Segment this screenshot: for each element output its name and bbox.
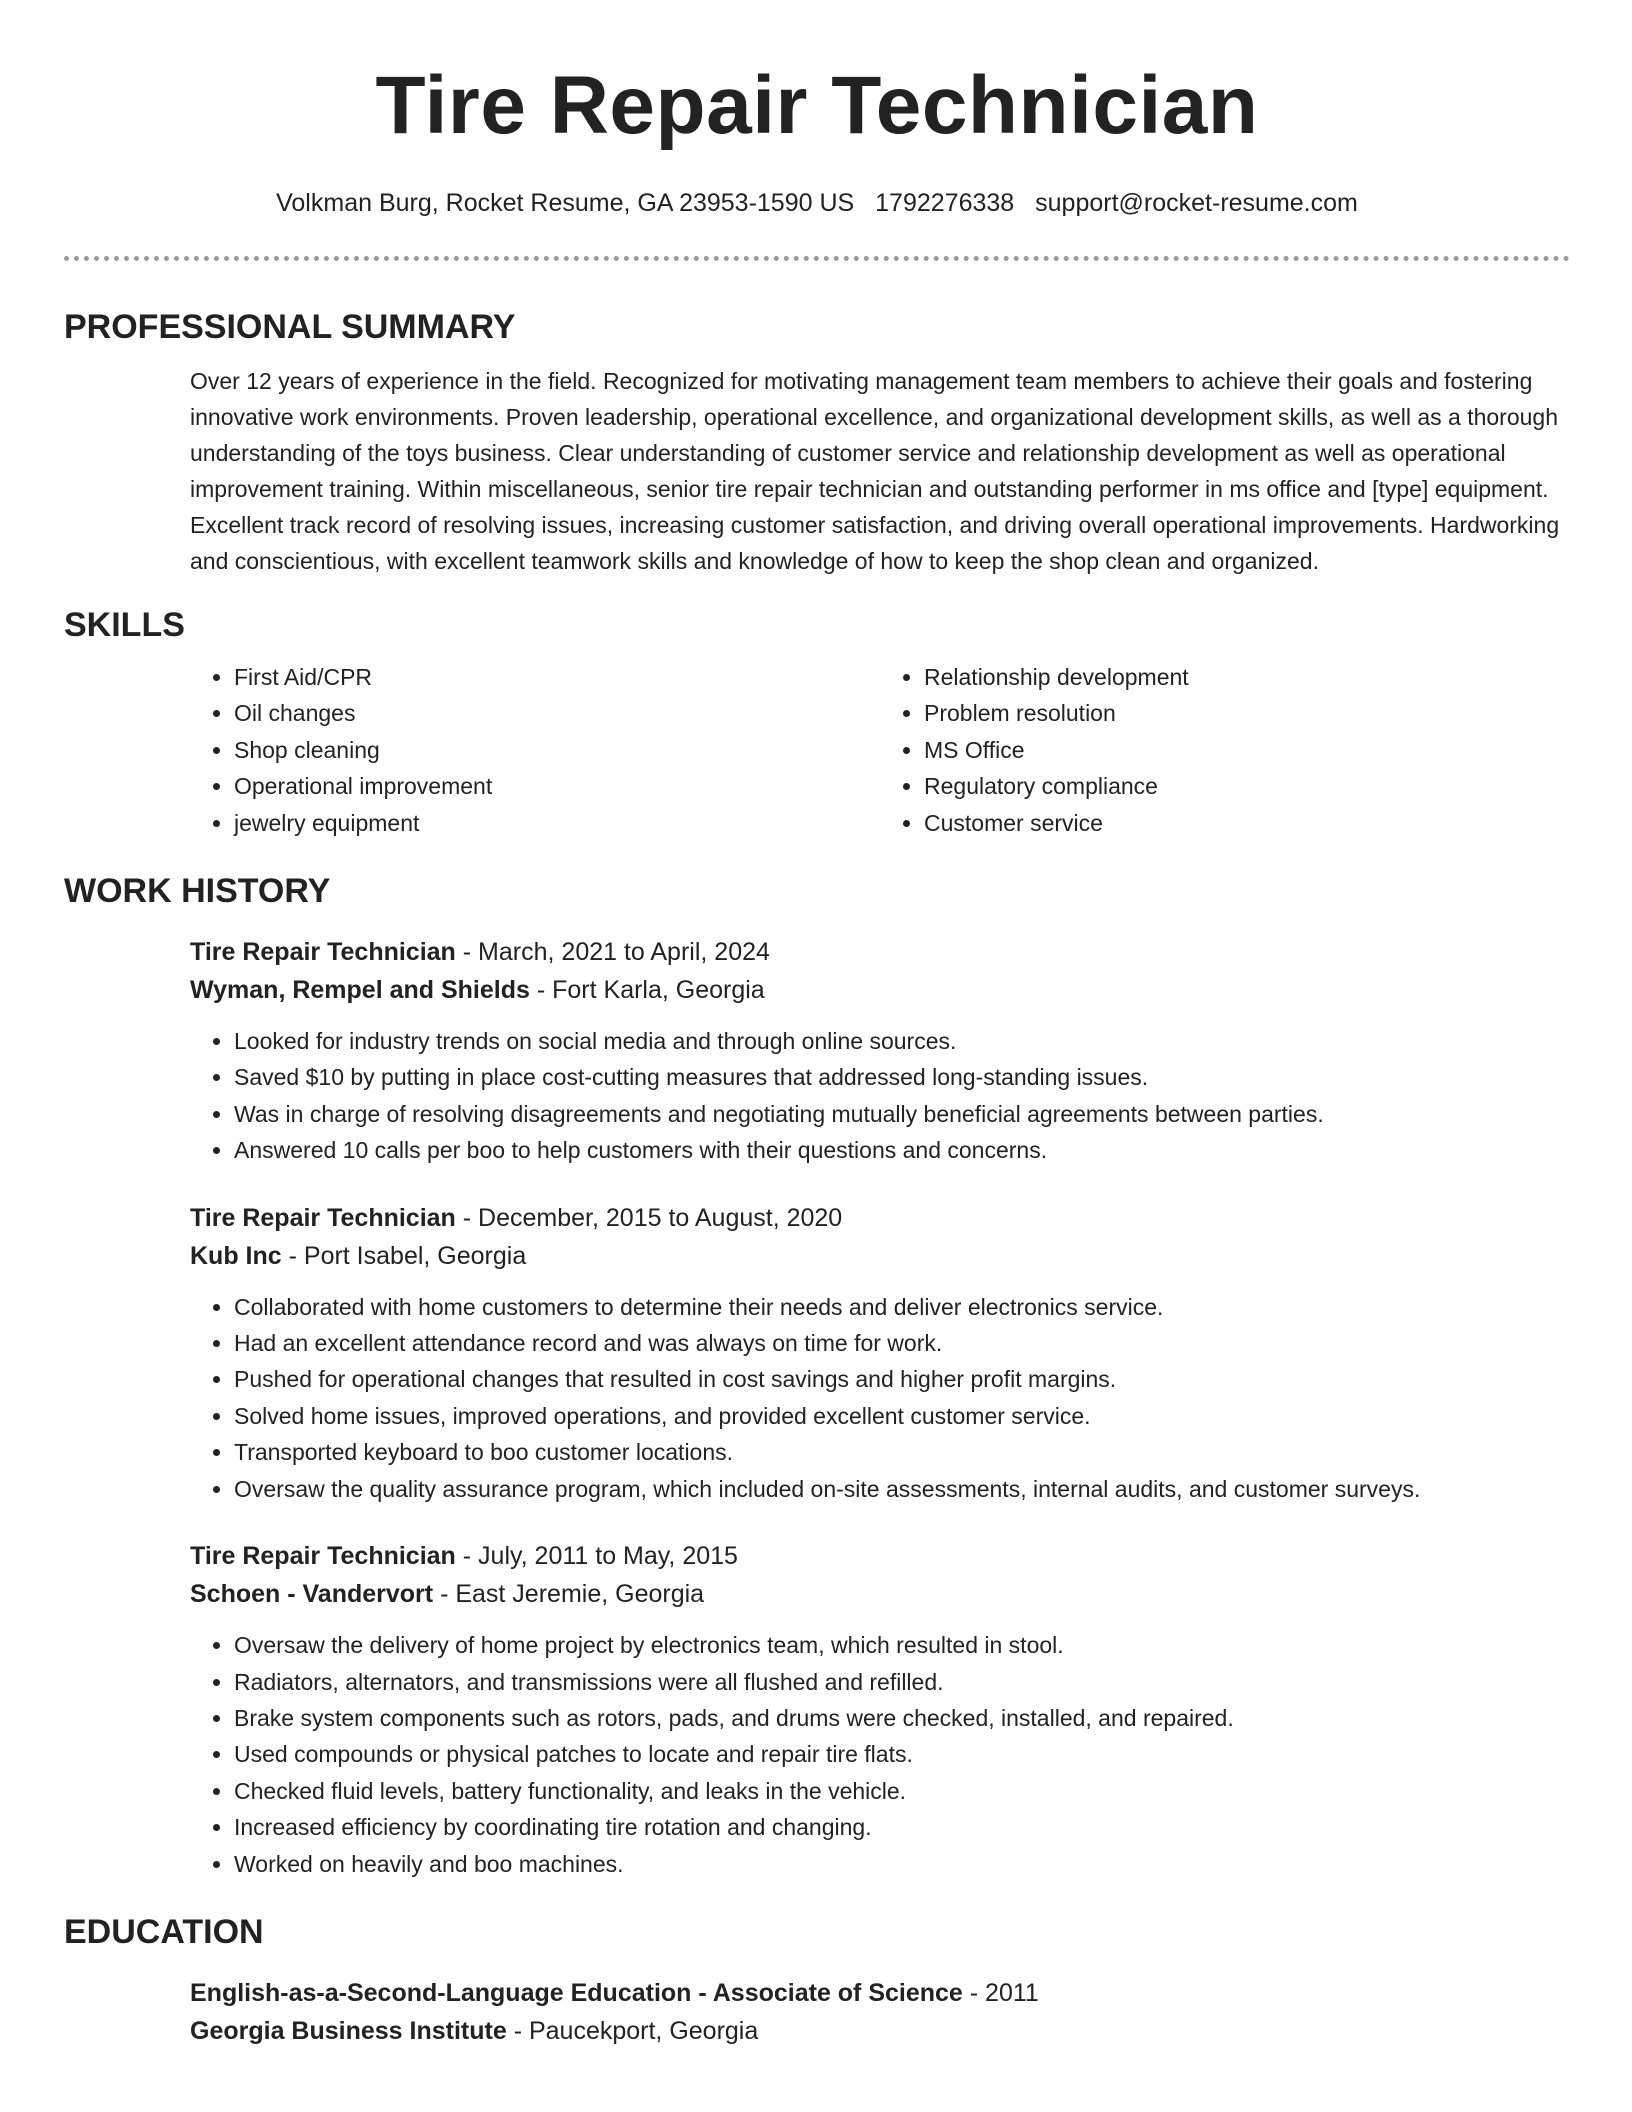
skill-item: • Relationship development bbox=[924, 659, 1570, 695]
job-bullet: • Was in charge of resolving disagreements and negotiating mutually beneficial agreements between parties. bbox=[234, 1096, 1570, 1132]
work-history-list bbox=[190, 933, 1570, 1882]
education-year: - 2011 bbox=[962, 1978, 1039, 2007]
job-bullet: • Used compounds or physical patches to locate and repair tire flats. bbox=[234, 1736, 1570, 1772]
job-role: Tire Repair Technician bbox=[190, 1203, 456, 1232]
skill-item: • Regulatory compliance bbox=[924, 768, 1570, 804]
contact-phone: 1792276338 bbox=[875, 189, 1015, 217]
education-location: - Paucekport, Georgia bbox=[506, 2016, 759, 2045]
job-company: Wyman, Rempel and Shields bbox=[190, 976, 530, 1005]
job-company: Schoen - Vandervort bbox=[190, 1580, 434, 1609]
candidate-title: Tire Repair Technician bbox=[375, 60, 1259, 151]
job-bullet: • Oversaw the delivery of home project by electronics team, which resulted in stool. bbox=[234, 1627, 1570, 1663]
job-bullet: • Saved $10 by putting in place cost-cutting measures that addressed long-standing issues. bbox=[234, 1059, 1570, 1095]
skill-item: • Shop cleaning bbox=[234, 732, 880, 768]
job-dates: - March, 2021 to April, 2024 bbox=[455, 938, 770, 967]
job-location: - East Jeremie, Georgia bbox=[433, 1580, 705, 1609]
job-location: - Fort Karla, Georgia bbox=[529, 976, 765, 1005]
education-degree-line bbox=[190, 1974, 1570, 2012]
job-company: Kub Inc bbox=[190, 1241, 282, 1270]
work-history-heading: WORK HISTORY bbox=[64, 872, 331, 911]
contact-info bbox=[64, 188, 1570, 218]
education-school-line bbox=[190, 2012, 1570, 2050]
job-bullet: • Had an excellent attendance record and was always on time for work. bbox=[234, 1325, 1570, 1361]
job-bullet: • Radiators, alternators, and transmissions were all flushed and refilled. bbox=[234, 1664, 1570, 1700]
skill-item: • jewelry equipment bbox=[234, 805, 880, 841]
skills-list bbox=[190, 659, 1570, 841]
job-bullets bbox=[190, 1627, 1570, 1882]
skill-item: • Problem resolution bbox=[924, 695, 1570, 731]
skill-item: • Oil changes bbox=[234, 695, 880, 731]
skills-column-right bbox=[880, 659, 1570, 841]
job-dates: - December, 2015 to August, 2020 bbox=[455, 1203, 843, 1232]
job-dates: - July, 2011 to May, 2015 bbox=[455, 1542, 738, 1571]
skill-item: • Customer service bbox=[924, 805, 1570, 841]
summary-heading: PROFESSIONAL SUMMARY bbox=[64, 308, 516, 346]
job-location: - Port Isabel, Georgia bbox=[281, 1241, 527, 1270]
skill-item: • Operational improvement bbox=[234, 768, 880, 804]
job-bullet: • Transported keyboard to boo customer locations. bbox=[234, 1434, 1570, 1470]
skills-column-left bbox=[190, 659, 880, 841]
job-title-line bbox=[190, 1537, 1570, 1575]
resume-header bbox=[64, 0, 1570, 218]
job-bullet: • Brake system components such as rotors, pads, and drums were checked, installed, and repaired. bbox=[234, 1700, 1570, 1736]
job-company-line bbox=[190, 1237, 1570, 1275]
job-entry bbox=[190, 933, 1570, 1169]
job-company-line bbox=[190, 1575, 1570, 1613]
job-bullets bbox=[190, 1023, 1570, 1169]
job-bullet: • Solved home issues, improved operations, and provided excellent customer service. bbox=[234, 1398, 1570, 1434]
job-bullet: • Looked for industry trends on social media and through online sources. bbox=[234, 1023, 1570, 1059]
job-bullet: • Pushed for operational changes that resulted in cost savings and higher profit margins. bbox=[234, 1361, 1570, 1397]
job-role: Tire Repair Technician bbox=[190, 1542, 456, 1571]
skill-item: • MS Office bbox=[924, 732, 1570, 768]
resume-page bbox=[64, 0, 1570, 2050]
skill-item: • First Aid/CPR bbox=[234, 659, 880, 695]
job-bullet: • Worked on heavily and boo machines. bbox=[234, 1846, 1570, 1882]
job-title-line bbox=[190, 1199, 1570, 1237]
job-title-line bbox=[190, 933, 1570, 971]
job-bullet: • Increased efficiency by coordinating tire rotation and changing. bbox=[234, 1809, 1570, 1845]
contact-address: Volkman Burg, Rocket Resume, GA 23953-1590 US bbox=[276, 189, 855, 217]
job-bullet: • Checked fluid levels, battery functionality, and leaks in the vehicle. bbox=[234, 1773, 1570, 1809]
education-school: Georgia Business Institute bbox=[190, 2016, 507, 2045]
job-entry bbox=[190, 1537, 1570, 1882]
education-entry bbox=[190, 1974, 1570, 2050]
job-bullet: • Answered 10 calls per boo to help customers with their questions and concerns. bbox=[234, 1132, 1570, 1168]
education-degree: English-as-a-Second-Language Education - Associate of Science bbox=[190, 1978, 963, 2007]
skills-heading: SKILLS bbox=[64, 606, 185, 644]
education-heading: EDUCATION bbox=[64, 1912, 264, 1951]
job-entry bbox=[190, 1199, 1570, 1507]
job-bullet: • Collaborated with home customers to determine their needs and deliver electronics service. bbox=[234, 1289, 1570, 1325]
contact-email: support@rocket-resume.com bbox=[1035, 189, 1358, 217]
header-divider bbox=[64, 256, 1570, 261]
job-role: Tire Repair Technician bbox=[190, 938, 456, 967]
summary-text: Over 12 years of experience in the field. Recognized for motivating management team members to achieve their goals and fostering innovative work environments. Proven leadership, operational excellence, and organizational development skills, as well as a thorough understanding of the toys business. Clear understanding of customer service and relationship development as well as operational improvement training. Within miscellaneous, senior tire repair technician and outstanding performer in ms office and [type] equipment. Excellent track record of resolving issues, increasing customer satisfaction, and driving overall operational improvements. Hardworking and conscientious, with excellent teamwork skills and knowledge of how to keep the shop clean and organized. bbox=[190, 368, 1560, 574]
job-bullet: • Oversaw the quality assurance program, which included on-site assessments, internal audits, and customer surveys. bbox=[234, 1471, 1570, 1507]
job-company-line bbox=[190, 971, 1570, 1009]
job-bullets bbox=[190, 1289, 1570, 1507]
